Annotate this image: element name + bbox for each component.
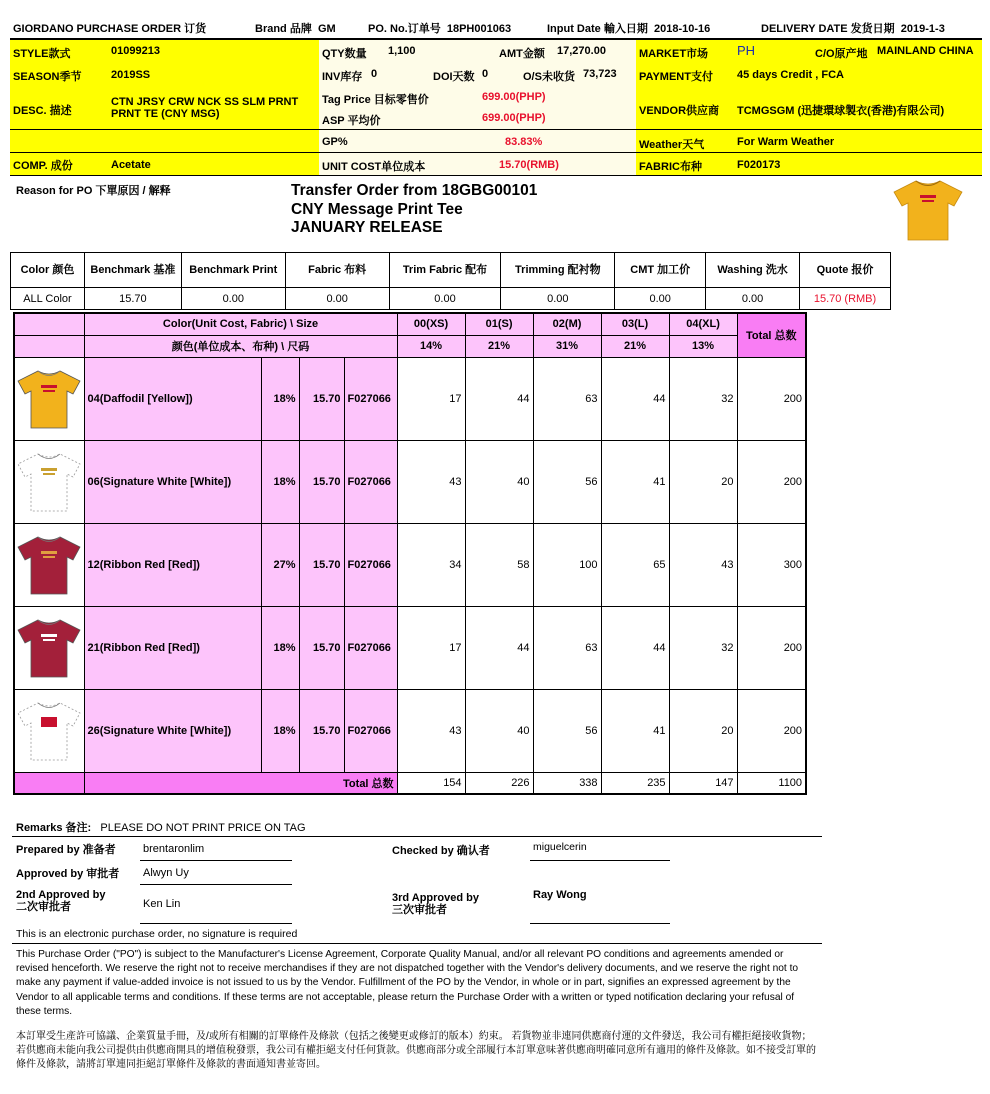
inv-label: INV库存 bbox=[322, 71, 363, 83]
style-label: STYLE款式 bbox=[13, 48, 71, 60]
asp-value: 699.00(PHP) bbox=[482, 112, 546, 124]
reason-line: Transfer Order from 18GBG00101 bbox=[291, 182, 538, 199]
total-header: Total 总数 bbox=[737, 313, 806, 357]
os-value: 73,723 bbox=[583, 68, 617, 80]
season-label: SEASON季节 bbox=[13, 71, 82, 83]
color-cost: 15.70 bbox=[299, 523, 344, 606]
size-qty: 44 bbox=[465, 606, 533, 689]
size-pct: 21% bbox=[601, 335, 669, 357]
po-number-label: PO. No.订单号 bbox=[368, 23, 441, 35]
size-pct: 13% bbox=[669, 335, 737, 357]
color-fabric: F027066 bbox=[344, 357, 397, 440]
market-value: PH bbox=[737, 43, 756, 58]
amt-value: 17,270.00 bbox=[557, 45, 606, 57]
color-fabric: F027066 bbox=[344, 606, 397, 689]
size-qty: 40 bbox=[465, 440, 533, 523]
size-qty: 56 bbox=[533, 689, 601, 772]
color-cost: 15.70 bbox=[299, 440, 344, 523]
color-fabric: F027066 bbox=[344, 689, 397, 772]
size-qty: 20 bbox=[669, 440, 737, 523]
cost-cell: 0.00 bbox=[501, 288, 615, 310]
color-pct: 18% bbox=[261, 440, 299, 523]
row-total: 300 bbox=[737, 523, 806, 606]
approved-label: Approved by 审批者 bbox=[16, 868, 120, 880]
cost-header: Fabric 布料 bbox=[285, 253, 389, 288]
electronic-note: This is an electronic purchase order, no signature is required bbox=[16, 928, 298, 940]
color-pct: 18% bbox=[261, 357, 299, 440]
po-number-value: 18PH001063 bbox=[446, 23, 512, 35]
size-pct: 14% bbox=[397, 335, 465, 357]
desc-value: CTN JRSY CRW NCK SS SLM PRNT PRNT TE (CNY MSG) bbox=[111, 96, 299, 120]
size-header: 00(XS) bbox=[397, 313, 465, 335]
approved3-label-cn: 三次审批者 bbox=[392, 904, 447, 916]
color-fabric: F027066 bbox=[344, 440, 397, 523]
weather-label: Weather天气 bbox=[639, 139, 705, 151]
doi-value: 0 bbox=[482, 68, 489, 80]
cost-header: Benchmark Print bbox=[181, 253, 285, 288]
size-qty: 41 bbox=[601, 440, 669, 523]
cost-cell: 0.00 bbox=[285, 288, 389, 310]
totals-label: Total 总数 bbox=[84, 772, 397, 794]
row-total: 200 bbox=[737, 440, 806, 523]
size-qty: 65 bbox=[601, 523, 669, 606]
size-qty: 43 bbox=[669, 523, 737, 606]
tshirt-icon bbox=[16, 451, 82, 513]
size-breakdown-table bbox=[13, 312, 807, 795]
approved2-label-cn: 二次审批者 bbox=[16, 901, 71, 913]
cost-cell: 0.00 bbox=[389, 288, 501, 310]
remarks-label: Remarks 备注: bbox=[16, 822, 92, 834]
os-label: O/S未收货 bbox=[523, 71, 575, 83]
cost-header: Trim Fabric 配布 bbox=[389, 253, 501, 288]
size-pct: 21% bbox=[465, 335, 533, 357]
color-pct: 27% bbox=[261, 523, 299, 606]
cost-cell: 0.00 bbox=[181, 288, 285, 310]
approved-value: Alwyn Uy bbox=[143, 867, 189, 879]
cost-header: Washing 洗水 bbox=[706, 253, 800, 288]
vendor-label: VENDOR供应商 bbox=[639, 105, 720, 117]
co-value: MAINLAND CHINA bbox=[877, 45, 974, 57]
cost-cell: 0.00 bbox=[706, 288, 800, 310]
approved3-label-en: 3rd Approved by bbox=[392, 892, 479, 904]
size-total: 338 bbox=[533, 772, 601, 794]
product-image-cell bbox=[14, 689, 84, 772]
gp-label: GP% bbox=[322, 136, 348, 148]
approved3-value: Ray Wong bbox=[533, 889, 587, 901]
product-image-cell bbox=[14, 357, 84, 440]
weather-value: For Warm Weather bbox=[737, 136, 835, 148]
totals-row bbox=[14, 772, 806, 794]
tag-price-value: 699.00(PHP) bbox=[482, 91, 546, 103]
product-image-cell bbox=[14, 440, 84, 523]
size-table-title-en: Color(Unit Cost, Fabric) \ Size bbox=[84, 313, 397, 335]
cost-header-row bbox=[11, 253, 891, 288]
delivery-date-field bbox=[761, 20, 945, 36]
brand-value: GM bbox=[317, 23, 336, 35]
payment-value: 45 days Credit , FCA bbox=[737, 69, 844, 81]
size-qty: 40 bbox=[465, 689, 533, 772]
product-image-cell bbox=[14, 606, 84, 689]
product-thumbnail bbox=[892, 178, 964, 242]
delivery-date-label: DELIVERY DATE 发货日期 bbox=[761, 23, 895, 35]
color-cost: 15.70 bbox=[299, 606, 344, 689]
size-header: 03(L) bbox=[601, 313, 669, 335]
fabric-value: F020173 bbox=[737, 159, 781, 171]
size-qty: 32 bbox=[669, 606, 737, 689]
product-image-cell bbox=[14, 523, 84, 606]
po-number-field bbox=[368, 20, 511, 36]
fabric-label: FABRIC布种 bbox=[639, 161, 702, 173]
prepared-value: brentaronlim bbox=[143, 843, 205, 855]
checked-label: Checked by 确认者 bbox=[392, 845, 490, 857]
reason-line: JANUARY RELEASE bbox=[291, 219, 443, 236]
color-name: 21(Ribbon Red [Red]) bbox=[84, 606, 261, 689]
size-qty: 20 bbox=[669, 689, 737, 772]
size-qty: 44 bbox=[465, 357, 533, 440]
size-header: 02(M) bbox=[533, 313, 601, 335]
reason-text bbox=[291, 182, 537, 238]
approved2-value: Ken Lin bbox=[143, 898, 181, 910]
terms-chinese: 本訂單受生產許可協議、企業質量手冊，及/或所有相關的訂單條件及條款（包括之後變更或修訂的版本）約束。 若貨物並非連同供應商付運的文件發送，我公司有權拒絕接收貨物；若供應商未能向我公司提供由供應商開具的增值稅發票，我公司有權拒絕支付任何貨款。供應商部分或全部履行本訂單意味著供應商明確同意所有適用的條件及條款。如不接受訂單的條件及條款，請將訂單連同拒絕訂單條件及條款的書面通知書並寄回。 bbox=[16, 1031, 816, 1070]
size-table-title-cn: 颜色(单位成本、布种) \ 尺码 bbox=[84, 335, 397, 357]
size-pct: 31% bbox=[533, 335, 601, 357]
size-total: 154 bbox=[397, 772, 465, 794]
comp-label: COMP. 成份 bbox=[13, 160, 73, 172]
cost-header: Color 颜色 bbox=[11, 253, 85, 288]
prepared-label: Prepared by 准备者 bbox=[16, 844, 116, 856]
remarks-value: PLEASE DO NOT PRINT PRICE ON TAG bbox=[100, 822, 306, 834]
size-row bbox=[14, 523, 806, 606]
size-total: 226 bbox=[465, 772, 533, 794]
tshirt-icon bbox=[16, 368, 82, 430]
inv-value: 0 bbox=[371, 68, 378, 80]
row-total: 200 bbox=[737, 357, 806, 440]
color-name: 06(Signature White [White]) bbox=[84, 440, 261, 523]
size-total: 235 bbox=[601, 772, 669, 794]
approved2-label-en: 2nd Approved by bbox=[16, 889, 106, 901]
input-date-label: Input Date 輸入日期 bbox=[547, 23, 648, 35]
input-date-value: 2018-10-16 bbox=[653, 23, 711, 35]
size-row bbox=[14, 440, 806, 523]
tag-price-label: Tag Price 目标零售价 bbox=[322, 94, 429, 106]
approved2-label bbox=[16, 889, 105, 913]
size-qty: 43 bbox=[397, 689, 465, 772]
tshirt-icon bbox=[16, 700, 82, 762]
cost-value-row bbox=[11, 288, 891, 310]
color-name: 04(Daffodil [Yellow]) bbox=[84, 357, 261, 440]
style-value: 01099213 bbox=[111, 45, 160, 57]
size-qty: 56 bbox=[533, 440, 601, 523]
cost-cell: ALL Color bbox=[11, 288, 85, 310]
row-total: 200 bbox=[737, 689, 806, 772]
market-label: MARKET市场 bbox=[639, 48, 709, 60]
size-qty: 17 bbox=[397, 606, 465, 689]
color-pct: 18% bbox=[261, 689, 299, 772]
amt-label: AMT金额 bbox=[499, 48, 545, 60]
size-total: 147 bbox=[669, 772, 737, 794]
desc-label: DESC. 描述 bbox=[13, 105, 72, 117]
size-qty: 44 bbox=[601, 357, 669, 440]
checked-value: miguelcerin bbox=[533, 841, 587, 853]
size-row bbox=[14, 357, 806, 440]
tshirt-icon bbox=[16, 617, 82, 679]
size-qty: 41 bbox=[601, 689, 669, 772]
season-value: 2019SS bbox=[111, 69, 151, 81]
approved3-label bbox=[392, 892, 479, 916]
color-pct: 18% bbox=[261, 606, 299, 689]
vendor-value: TCMGSGM (迅捷環球製衣(香港)有限公司) bbox=[737, 105, 945, 117]
doi-label: DOI天数 bbox=[433, 71, 475, 83]
row-total: 200 bbox=[737, 606, 806, 689]
comp-value: Acetate bbox=[111, 159, 151, 171]
brand-field bbox=[255, 20, 336, 36]
payment-label: PAYMENT支付 bbox=[639, 71, 713, 83]
size-qty: 58 bbox=[465, 523, 533, 606]
gp-value: 83.83% bbox=[505, 136, 543, 148]
grand-total: 1100 bbox=[737, 772, 806, 794]
size-header: 04(XL) bbox=[669, 313, 737, 335]
size-qty: 32 bbox=[669, 357, 737, 440]
size-row bbox=[14, 689, 806, 772]
delivery-date-value: 2019-1-3 bbox=[900, 23, 945, 35]
input-date-field bbox=[547, 20, 710, 36]
size-row bbox=[14, 606, 806, 689]
size-qty: 100 bbox=[533, 523, 601, 606]
unit-cost-value: 15.70(RMB) bbox=[499, 159, 559, 171]
size-pct-row bbox=[14, 335, 806, 357]
co-label: C/O原产地 bbox=[815, 48, 868, 60]
cost-header: Trimming 配衬物 bbox=[501, 253, 615, 288]
quote-cell: 15.70 (RMB) bbox=[800, 288, 891, 310]
size-qty: 43 bbox=[397, 440, 465, 523]
cost-cell: 0.00 bbox=[615, 288, 706, 310]
size-qty: 34 bbox=[397, 523, 465, 606]
unit-cost-label: UNIT COST单位成本 bbox=[322, 161, 426, 173]
qty-value: 1,100 bbox=[388, 45, 416, 57]
terms-english: This Purchase Order ("PO") is subject to the Manufacturer's License Agreement, Corporate Quality Manual, and/or all relevant PO conditions and agreements amended or revised henceforth. We reserve the right not to receive merchandises if they are not dispatched together with the Vendor's delivery documents, and we reserve the right not to make any payment if value-added invoice is not issued to us by the Vendor. Fulfillment of the PO by the Vendor, in whole or in part, signifies an expressed agreement by the Vendor to all applicable terms and conditions. If these terms are not acceptable, please return the Purchase Order with a written or typed notification declaring your refusal of these terms. bbox=[16, 949, 799, 1017]
header-info-grid bbox=[10, 38, 982, 175]
reason-label: Reason for PO 下單原因 / 解释 bbox=[16, 185, 171, 197]
reason-line: CNY Message Print Tee bbox=[291, 200, 463, 218]
tshirt-icon bbox=[16, 534, 82, 596]
size-header-row bbox=[14, 313, 806, 335]
cost-cell: 15.70 bbox=[84, 288, 181, 310]
size-qty: 17 bbox=[397, 357, 465, 440]
cost-header: CMT 加工价 bbox=[615, 253, 706, 288]
asp-label: ASP 平均价 bbox=[322, 115, 381, 127]
color-fabric: F027066 bbox=[344, 523, 397, 606]
color-cost: 15.70 bbox=[299, 357, 344, 440]
size-qty: 63 bbox=[533, 606, 601, 689]
cost-breakdown-table bbox=[10, 252, 891, 310]
brand-label: Brand 品牌 bbox=[255, 23, 312, 35]
remarks bbox=[16, 819, 306, 835]
color-name: 26(Signature White [White]) bbox=[84, 689, 261, 772]
po-title: GIORDANO PURCHASE ORDER 订货 bbox=[13, 23, 207, 35]
color-name: 12(Ribbon Red [Red]) bbox=[84, 523, 261, 606]
color-cost: 15.70 bbox=[299, 689, 344, 772]
size-qty: 44 bbox=[601, 606, 669, 689]
size-qty: 63 bbox=[533, 357, 601, 440]
cost-header: Quote 报价 bbox=[800, 253, 891, 288]
qty-label: QTY数量 bbox=[322, 48, 367, 60]
cost-header: Benchmark 基准 bbox=[84, 253, 181, 288]
size-header: 01(S) bbox=[465, 313, 533, 335]
